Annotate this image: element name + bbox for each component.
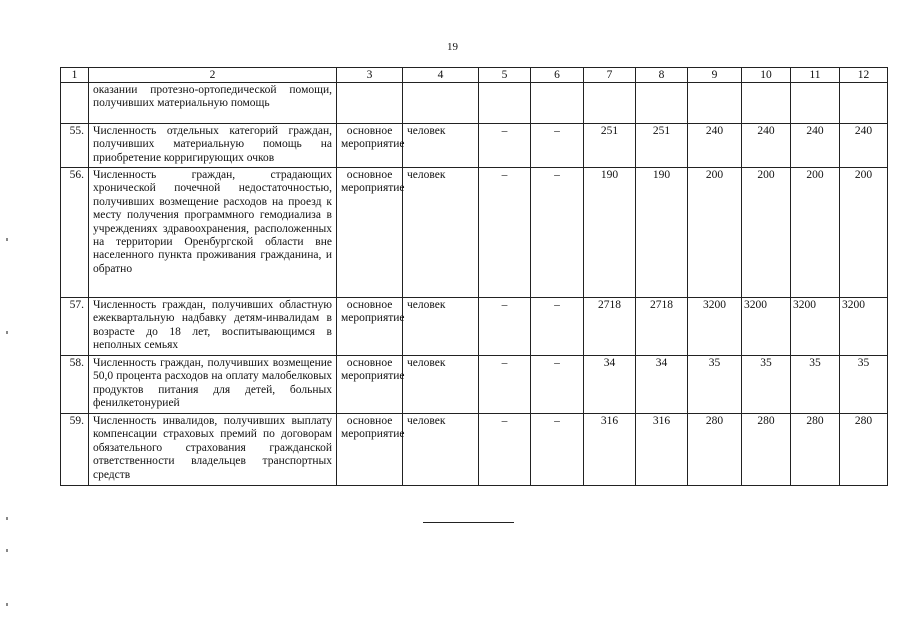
row-value-7: 2718 <box>584 298 636 356</box>
row-col-5: – <box>479 298 531 356</box>
row-unit: человек <box>403 124 479 168</box>
row-value-9: 240 <box>688 124 742 168</box>
header-col-8: 8 <box>636 68 688 83</box>
row-value-11: 3200 <box>791 298 840 356</box>
table-row <box>61 298 888 356</box>
row-value-12: 280 <box>840 414 888 486</box>
row-description: Численность граждан, получивших областную ежеквартальную надбавку детям-инвалидам в возрасте до 18 лет, воспитывающимся в неполных семьях <box>89 298 337 356</box>
row-type: основное мероприятие <box>337 298 403 356</box>
header-col-3: 3 <box>337 68 403 83</box>
row-value-8: 2718 <box>636 298 688 356</box>
row-number: 58. <box>61 356 89 414</box>
row-number: 57. <box>61 298 89 356</box>
row-col-5: – <box>479 414 531 486</box>
row-description: Численность граждан, страдающих хронической почечной недостаточностью, получивших возмещение расходов на проезд к месту получения программного гемодиализа в учреждениях здравоохранения, расположенных на территории Оренбургской области вне населенного пункта проживания гражданина, и обратно <box>89 168 337 298</box>
header-col-11: 11 <box>791 68 840 83</box>
row-value-11: 35 <box>791 356 840 414</box>
row-type: основное мероприятие <box>337 124 403 168</box>
row-value-11: 280 <box>791 414 840 486</box>
row-col-5: – <box>479 124 531 168</box>
row-value-10: 35 <box>742 356 791 414</box>
row-number: 55. <box>61 124 89 168</box>
row-type: основное мероприятие <box>337 414 403 486</box>
header-col-12: 12 <box>840 68 888 83</box>
scan-margin-mark <box>6 517 8 520</box>
row-value-11: 240 <box>791 124 840 168</box>
row-unit: человек <box>403 414 479 486</box>
row-col-6: – <box>531 124 584 168</box>
row-value-8: 251 <box>636 124 688 168</box>
row-value-7: 190 <box>584 168 636 298</box>
table-row <box>61 414 888 486</box>
row-value-11: 200 <box>791 168 840 298</box>
page-number: 19 <box>447 41 458 53</box>
row-value-12: 200 <box>840 168 888 298</box>
row-value-12: 3200 <box>840 298 888 356</box>
row-value-10: 240 <box>742 124 791 168</box>
table-row <box>61 168 888 298</box>
row-value-9: 3200 <box>688 298 742 356</box>
row-value-10: 200 <box>742 168 791 298</box>
row-value-8: 190 <box>636 168 688 298</box>
header-col-6: 6 <box>531 68 584 83</box>
row-number: 56. <box>61 168 89 298</box>
header-col-5: 5 <box>479 68 531 83</box>
row-value-7: 316 <box>584 414 636 486</box>
row-description: оказании протезно-ортопедической помощи, получивших материальную помощь <box>89 83 337 124</box>
row-unit: человек <box>403 356 479 414</box>
row-number <box>61 83 89 124</box>
scan-margin-mark <box>6 549 8 552</box>
row-value-9: 280 <box>688 414 742 486</box>
row-type: основное мероприятие <box>337 168 403 298</box>
row-col-6: – <box>531 414 584 486</box>
row-value-7: 34 <box>584 356 636 414</box>
row-value-9: 35 <box>688 356 742 414</box>
row-unit: человек <box>403 298 479 356</box>
row-value-12: 240 <box>840 124 888 168</box>
header-col-2: 2 <box>89 68 337 83</box>
header-col-7: 7 <box>584 68 636 83</box>
footer-separator-line <box>423 522 514 523</box>
row-col-5: – <box>479 356 531 414</box>
row-value-10: 280 <box>742 414 791 486</box>
row-value-10: 3200 <box>742 298 791 356</box>
header-col-10: 10 <box>742 68 791 83</box>
row-col-5: – <box>479 168 531 298</box>
scan-margin-mark <box>6 603 8 606</box>
table-row <box>61 356 888 414</box>
row-value-9: 200 <box>688 168 742 298</box>
indicators-table <box>60 67 888 486</box>
row-description: Численность граждан, получивших возмещение 50,0 процента расходов на оплату малобелковых продуктов питания для детей, больных фенилкетонурией <box>89 356 337 414</box>
continuation-row <box>61 83 888 124</box>
table-row <box>61 124 888 168</box>
header-col-1: 1 <box>61 68 89 83</box>
header-col-4: 4 <box>403 68 479 83</box>
row-col-6: – <box>531 298 584 356</box>
header-col-9: 9 <box>688 68 742 83</box>
row-unit: человек <box>403 168 479 298</box>
row-col-6: – <box>531 356 584 414</box>
row-value-12: 35 <box>840 356 888 414</box>
row-number: 59. <box>61 414 89 486</box>
scan-margin-mark <box>6 331 8 334</box>
row-col-6: – <box>531 168 584 298</box>
row-value-8: 316 <box>636 414 688 486</box>
scan-margin-mark <box>6 238 8 241</box>
row-value-7: 251 <box>584 124 636 168</box>
row-value-8: 34 <box>636 356 688 414</box>
row-description: Численность отдельных категорий граждан, получивших материальную помощь на приобретение корригирующих очков <box>89 124 337 168</box>
row-type: основное мероприятие <box>337 356 403 414</box>
row-description: Численность инвалидов, получивших выплату компенсации страховых премий по договорам обязательного страхования гражданской ответственности владельцев транспортных средств <box>89 414 337 486</box>
header-row <box>61 68 888 83</box>
